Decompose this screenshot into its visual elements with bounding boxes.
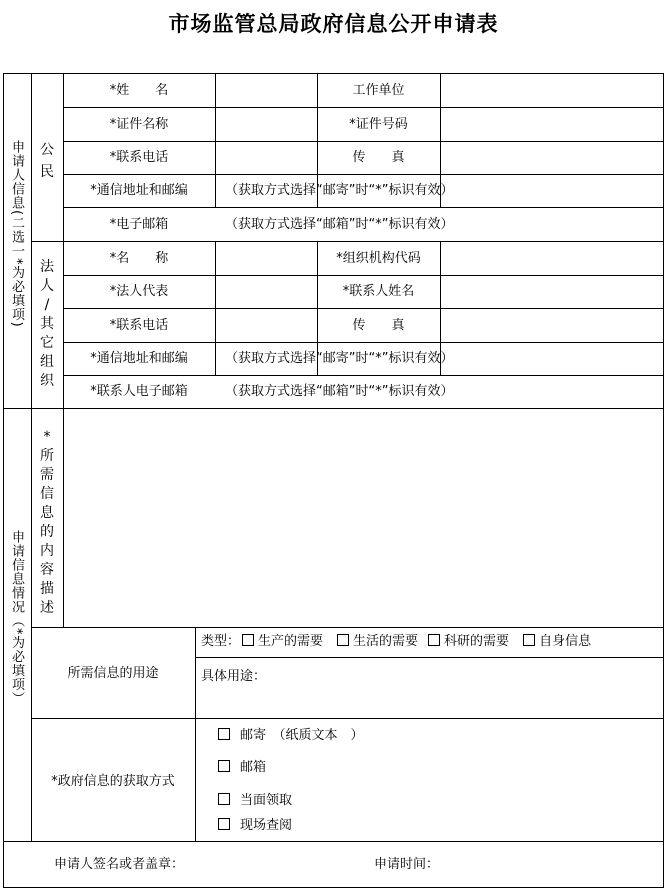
table-line [63,342,664,343]
citizen-phone-label: *联系电话 [109,150,169,165]
table-line [215,241,216,376]
purpose-option: 生产的需要 [258,634,324,649]
citizen-address-label: *通信地址和邮编 [90,183,188,198]
org-email-label: *联系人电子邮箱 [90,384,188,399]
org-address-label: *通信地址和邮编 [90,351,188,366]
request-section-label: 申请信息情况（*为必填项） [9,530,24,706]
table-line [195,657,664,658]
table-line [31,241,664,242]
checkbox[interactable] [523,634,535,646]
purpose-label: 所需信息的用途 [67,666,159,681]
delivery-option-label: 邮寄 （纸质文本 ） [240,728,364,743]
citizen-id-type-label: *证件名称 [109,117,169,132]
legal-rep-label: *法人代表 [109,284,169,299]
content-label: * 所 需 信 息 的 内 容 描 述 [40,429,54,616]
org-address-note: （获取方式选择“邮寄”时“*”标识有效） [225,351,454,366]
citizen-email-note: （获取方式选择“邮箱”时“*”标识有效） [225,217,454,232]
org-name-label: *名 称 [109,251,169,266]
purpose-type-label: 类型： [201,634,241,649]
citizen-name-label: *姓 名 [109,83,169,98]
purpose-option: 生活的需要 [353,634,419,649]
table-line [63,308,664,309]
delivery-option-email[interactable] [218,760,266,776]
table-line [3,73,4,888]
checkbox[interactable] [218,818,230,830]
delivery-label: *政府信息的获取方式 [51,774,175,789]
table-line [63,107,664,108]
table-line [63,141,664,142]
delivery-option-in-person[interactable] [218,793,292,809]
checkbox[interactable] [242,634,254,646]
date-label: 申请时间： [374,857,440,872]
table-line [3,887,664,888]
citizen-work-unit-label: 工作单位 [352,83,405,98]
checkbox[interactable] [428,634,440,646]
checkbox[interactable] [337,634,349,646]
org-code-label: *组织机构代码 [336,251,421,266]
signature-label: 申请人签名或者盖章： [54,857,185,872]
checkbox[interactable] [218,793,230,805]
delivery-option-label: 邮箱 [240,760,267,775]
delivery-option-onsite[interactable] [218,818,292,834]
citizen-fax-label: 传 真 [352,150,405,165]
purpose-type-row [201,634,591,650]
table-line [63,174,664,175]
table-line [3,408,664,409]
table-line [663,73,664,888]
form-title: 市场监管总局政府信息公开申请表 [168,11,499,36]
table-line [63,275,664,276]
table-line [31,73,32,842]
org-phone-label: *联系电话 [109,318,169,333]
delivery-option-label: 当面领取 [240,793,293,808]
table-line [3,841,664,842]
applicant-section-label: 申请人信息(二选一*为必填项) [9,140,24,328]
table-line [215,73,216,208]
purpose-option: 科研的需要 [444,634,510,649]
citizen-email-label: *电子邮箱 [109,217,169,232]
table-line [31,627,664,628]
table-line [195,627,196,842]
checkbox[interactable] [218,728,230,740]
citizen-label: 公 民 [40,142,54,180]
org-email-note: （获取方式选择“邮箱”时“*”标识有效） [225,384,454,399]
checkbox[interactable] [218,760,230,772]
table-line [63,375,664,376]
delivery-option-label: 现场查阅 [240,818,293,833]
specific-purpose-label: 具体用途： [201,669,267,684]
legal-person-label: 法 人 / 其 它 组 织 [40,259,54,389]
org-fax-label: 传 真 [352,318,405,333]
table-line [3,73,664,74]
purpose-option: 自身信息 [539,634,592,649]
delivery-option-mail[interactable] [218,728,364,744]
contact-name-label: *联系人姓名 [342,284,415,299]
citizen-id-number-label: *证件号码 [349,117,408,132]
table-line [63,207,664,208]
citizen-address-note: （获取方式选择“邮寄”时“*”标识有效） [225,183,454,198]
table-line [31,718,664,719]
